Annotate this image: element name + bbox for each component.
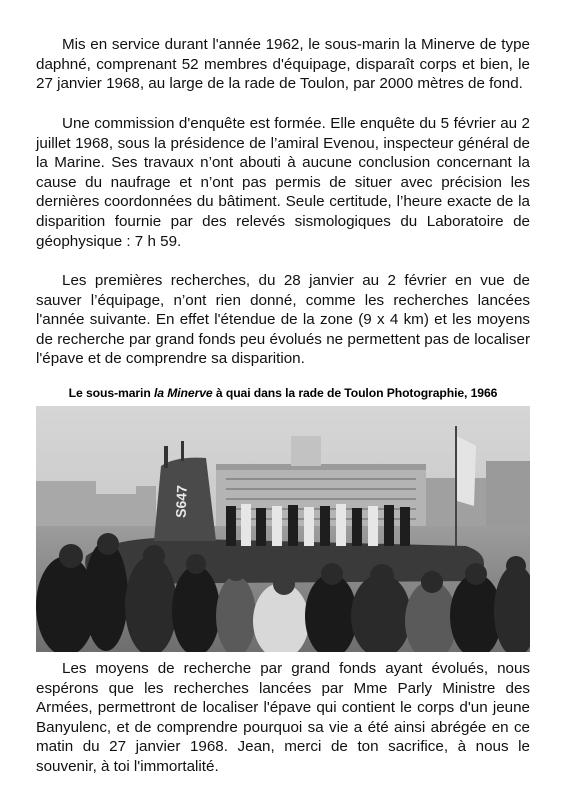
- paragraph-1: Mis en service durant l'année 1962, le sous-marin la Minerve de type daphné, comprenant 52 membres d'équipage, disparaît corps et bien, le 27 janvier 1968, au large de la rade de Toulon, par 2000 mètres de fond.: [36, 36, 530, 93]
- paragraph-2: Une commission d'enquête est formée. Elle enquête du 5 février au 2 juillet 1968, sous la présidence de l’amiral Evenou, inspecteur général de la Marine. Ses travaux n’ont abouti à aucune conclusion concernant la cause du naufrage et n’ont pas permis de situer avec précision les dernières coordonnées du bâtiment. Seule certitude, l’heure exacte de la disparition fournie par des relevés sismologiques du Laboratoire de géophysique : 7 h 59.: [36, 115, 530, 250]
- submarine-photo: [36, 406, 530, 652]
- caption-text: Le sous-marin: [68, 386, 154, 400]
- paragraph-3: Les premières recherches, du 28 janvier au 2 février en vue de sauver l’équipage, n’ont rien donné, comme les recherches lancées l'année suivante. En effet l'étendue de la zone (9 x 4 km) et les moyens de recherche par grand fonds peu évolués ne permettent pas de localiser l'épave et de comprendre sa disparition.: [36, 272, 530, 368]
- photo-caption: [0, 386, 566, 400]
- caption-text-rest: à quai dans la rade de Toulon Photographie, 1966: [212, 386, 498, 400]
- caption-italic-name: la Minerve: [153, 386, 213, 400]
- paragraph-4: Les moyens de recherche par grand fonds ayant évolués, nous espérons que les recherches lancées par Mme Parly Ministre des Armées, permettront de localiser l'épave qui contient le corps d'un jeune Banyulenc, et de comprendre pourquoi sa vie a été ainsi abrégée en ce matin du 27 janvier 1968. Jean, merci de ton sacrifice, à nous le souvenir, à toi l'immortalité.: [36, 660, 530, 775]
- hull-number: S647: [172, 484, 190, 519]
- flag: [457, 436, 476, 506]
